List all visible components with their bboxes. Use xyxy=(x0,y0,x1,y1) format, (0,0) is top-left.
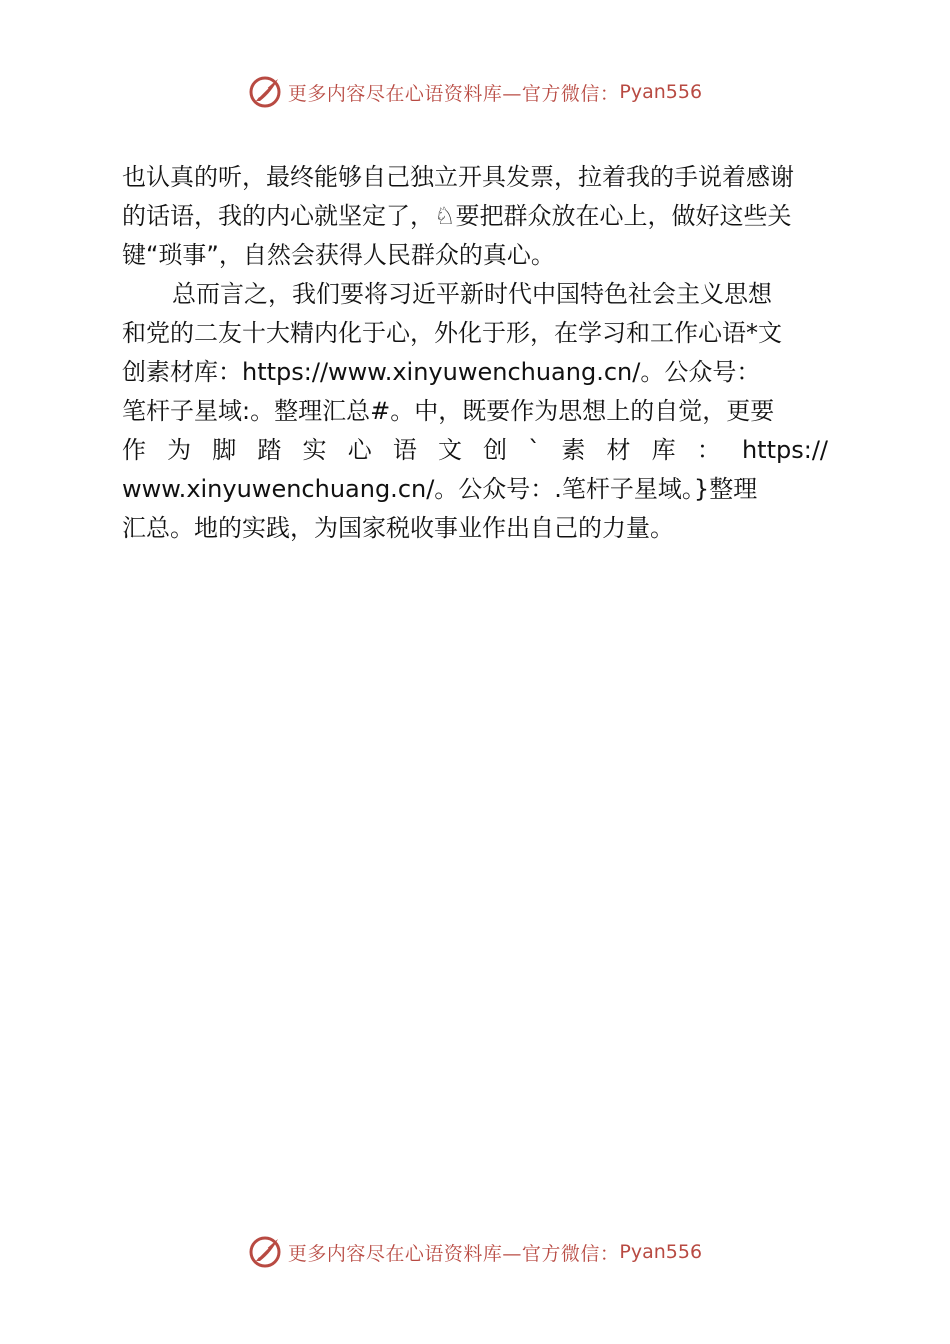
body-line: www.xinyuwenchuang.cn/。公众号：.笔杆子星域。}整理 xyxy=(122,475,758,503)
header-banner xyxy=(0,70,950,114)
banner-wechat-id: Pyan556 xyxy=(619,1241,703,1263)
banner-slogan: 更多内容尽在心语资料库—官方微信： xyxy=(287,1242,620,1265)
body-line: 作为脚踏实心语文创`素材库：https:// xyxy=(122,436,828,464)
body-line: 总而言之，我们要将习近平新时代中国特色社会主义思想 xyxy=(172,280,772,308)
body-line: 创素材库：https://www.xinyuwenchuang.cn/。公众号： xyxy=(122,358,761,386)
footer-banner xyxy=(0,1230,950,1274)
banner-slogan: 更多内容尽在心语资料库—官方微信： xyxy=(287,82,620,105)
body-line: 汇总。地的实践，为国家税收事业作出自己的力量。 xyxy=(122,514,674,542)
body-line: 键“琐事”，自然会获得人民群众的真心。 xyxy=(122,241,555,269)
document-body xyxy=(122,158,828,548)
banner-wechat-id: Pyan556 xyxy=(619,81,703,103)
quill-logo-icon xyxy=(248,1235,282,1269)
body-line: 笔杆子星域:。整理汇总#。中，既要作为思想上的自觉，更要 xyxy=(122,397,775,425)
quill-logo-icon xyxy=(248,75,282,109)
body-line: 也认真的听，最终能够自己独立开具发票，拉着我的手说着感谢 xyxy=(122,163,794,191)
body-line: 的话语，我的内心就坚定了，♘要把群众放在心上，做好这些关 xyxy=(122,202,792,230)
body-line: 和党的二友十大精内化于心，外化于形，在学习和工作心语*文 xyxy=(122,319,782,347)
